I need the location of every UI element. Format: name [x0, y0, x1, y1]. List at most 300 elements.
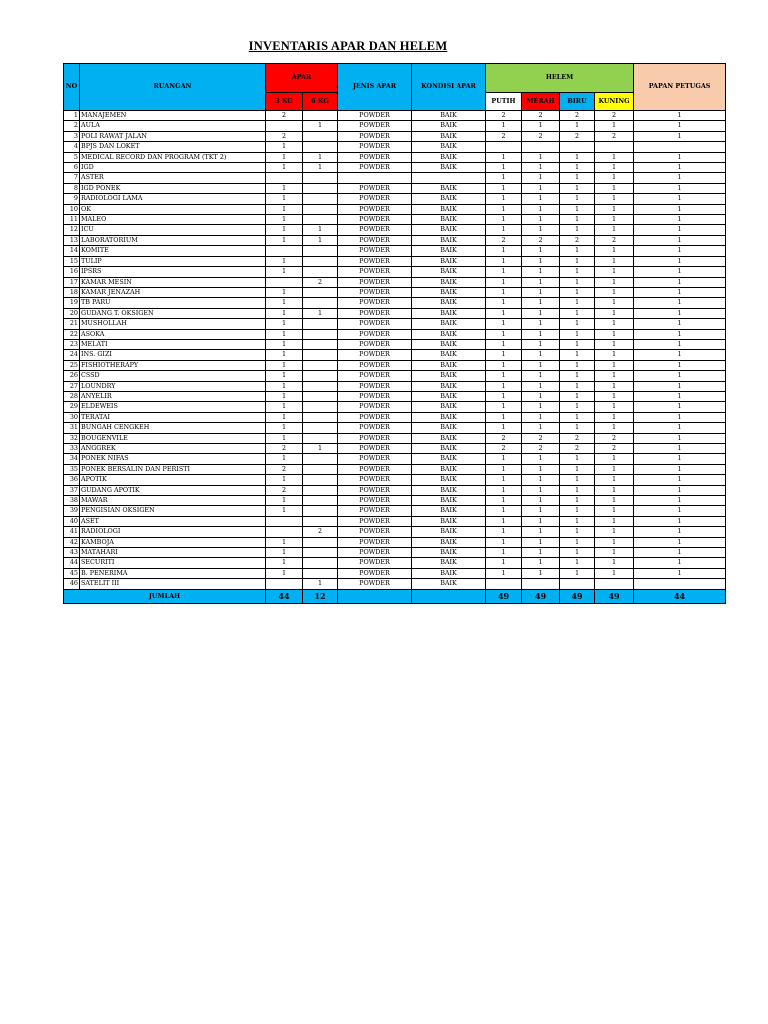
cell-ruangan: KAMBOJA	[80, 537, 266, 547]
cell-ruangan: TULIP	[80, 256, 266, 266]
table-row	[64, 548, 726, 558]
cell-6kg	[303, 516, 338, 526]
cell-kuning: 2	[595, 433, 634, 443]
cell-ruangan: PONEK NIFAS	[80, 454, 266, 464]
cell-ruangan: PENGISIAN OKSIGEN	[80, 506, 266, 516]
cell-merah: 1	[522, 204, 560, 214]
cell-no: 31	[64, 423, 80, 433]
cell-biru: 1	[560, 464, 595, 474]
cell-kondisi-apar: BAIK	[412, 485, 486, 495]
cell-jenis-apar: POWDER	[338, 506, 412, 516]
cell-biru	[560, 142, 595, 152]
cell-ruangan: ICU	[80, 225, 266, 235]
table-row	[64, 298, 726, 308]
header-3kg: 3 KG	[266, 93, 303, 111]
cell-papan-petugas: 1	[634, 558, 726, 568]
cell-kuning	[595, 142, 634, 152]
cell-putih: 1	[486, 225, 522, 235]
cell-no: 16	[64, 267, 80, 277]
cell-jenis-apar: POWDER	[338, 412, 412, 422]
cell-no: 10	[64, 204, 80, 214]
cell-biru: 1	[560, 215, 595, 225]
cell-papan-petugas: 1	[634, 412, 726, 422]
cell-6kg	[303, 183, 338, 193]
cell-ruangan: B. PENERIMA	[80, 568, 266, 578]
header-6kg: 6 KG	[303, 93, 338, 111]
cell-jenis-apar: POWDER	[338, 464, 412, 474]
cell-papan-petugas: 1	[634, 298, 726, 308]
page-title: INVENTARIS APAR DAN HELEM	[248, 39, 448, 53]
table-row	[64, 579, 726, 589]
table-row	[64, 381, 726, 391]
cell-3kg: 1	[266, 215, 303, 225]
cell-putih: 1	[486, 287, 522, 297]
cell-papan-petugas: 1	[634, 350, 726, 360]
cell-kondisi-apar: BAIK	[412, 433, 486, 443]
cell-3kg: 1	[266, 287, 303, 297]
cell-jenis-apar: POWDER	[338, 537, 412, 547]
cell-biru: 1	[560, 402, 595, 412]
table-row	[64, 131, 726, 141]
cell-biru: 1	[560, 246, 595, 256]
table-row	[64, 402, 726, 412]
cell-biru: 1	[560, 516, 595, 526]
cell-no: 41	[64, 527, 80, 537]
cell-kuning: 1	[595, 173, 634, 183]
cell-6kg	[303, 287, 338, 297]
cell-no: 39	[64, 506, 80, 516]
cell-6kg	[303, 402, 338, 412]
cell-no: 37	[64, 485, 80, 495]
cell-putih: 1	[486, 246, 522, 256]
total-kondisi	[412, 589, 486, 603]
cell-jenis-apar: POWDER	[338, 298, 412, 308]
cell-papan-petugas: 1	[634, 485, 726, 495]
cell-putih: 1	[486, 558, 522, 568]
cell-3kg: 1	[266, 381, 303, 391]
cell-merah: 1	[522, 381, 560, 391]
table-row	[64, 444, 726, 454]
cell-no: 29	[64, 402, 80, 412]
cell-6kg	[303, 142, 338, 152]
cell-putih: 1	[486, 423, 522, 433]
cell-biru: 1	[560, 391, 595, 401]
cell-kondisi-apar: BAIK	[412, 506, 486, 516]
cell-kondisi-apar: BAIK	[412, 152, 486, 162]
cell-kondisi-apar: BAIK	[412, 548, 486, 558]
cell-6kg	[303, 111, 338, 121]
cell-papan-petugas: 1	[634, 454, 726, 464]
header-helem: HELEM	[486, 64, 634, 93]
total-3kg: 44	[266, 589, 303, 603]
cell-putih: 1	[486, 527, 522, 537]
cell-putih: 1	[486, 391, 522, 401]
cell-3kg: 2	[266, 131, 303, 141]
table-row	[64, 163, 726, 173]
cell-putih: 1	[486, 485, 522, 495]
cell-6kg: 1	[303, 579, 338, 589]
table-row	[64, 506, 726, 516]
table-row	[64, 350, 726, 360]
cell-no: 18	[64, 287, 80, 297]
cell-biru: 1	[560, 381, 595, 391]
cell-papan-petugas: 1	[634, 423, 726, 433]
cell-3kg: 1	[266, 496, 303, 506]
cell-jenis-apar: POWDER	[338, 329, 412, 339]
cell-3kg: 1	[266, 454, 303, 464]
cell-jenis-apar: POWDER	[338, 516, 412, 526]
cell-putih: 2	[486, 235, 522, 245]
table-row	[64, 152, 726, 162]
cell-papan-petugas: 1	[634, 267, 726, 277]
cell-ruangan: ASOKA	[80, 329, 266, 339]
cell-jenis-apar: POWDER	[338, 475, 412, 485]
cell-3kg: 1	[266, 360, 303, 370]
cell-3kg: 1	[266, 308, 303, 318]
cell-biru: 1	[560, 548, 595, 558]
cell-ruangan: RADIOLOGI	[80, 527, 266, 537]
cell-putih: 1	[486, 215, 522, 225]
cell-jenis-apar: POWDER	[338, 319, 412, 329]
cell-kuning: 1	[595, 194, 634, 204]
cell-no: 15	[64, 256, 80, 266]
cell-papan-petugas: 1	[634, 496, 726, 506]
cell-kuning: 1	[595, 412, 634, 422]
table-row	[64, 339, 726, 349]
cell-jenis-apar: POWDER	[338, 339, 412, 349]
cell-kondisi-apar: BAIK	[412, 350, 486, 360]
cell-no: 45	[64, 568, 80, 578]
cell-papan-petugas: 1	[634, 527, 726, 537]
cell-no: 30	[64, 412, 80, 422]
table-row	[64, 287, 726, 297]
cell-kondisi-apar: BAIK	[412, 267, 486, 277]
cell-jenis-apar: POWDER	[338, 194, 412, 204]
cell-biru: 1	[560, 163, 595, 173]
cell-biru: 2	[560, 111, 595, 121]
cell-jenis-apar: POWDER	[338, 454, 412, 464]
cell-3kg: 1	[266, 371, 303, 381]
cell-putih: 1	[486, 371, 522, 381]
cell-jenis-apar: POWDER	[338, 579, 412, 589]
cell-biru: 1	[560, 412, 595, 422]
cell-kuning: 1	[595, 277, 634, 287]
cell-papan-petugas: 1	[634, 121, 726, 131]
cell-biru: 1	[560, 204, 595, 214]
cell-kondisi-apar: BAIK	[412, 412, 486, 422]
cell-merah: 1	[522, 360, 560, 370]
cell-3kg: 1	[266, 339, 303, 349]
cell-putih: 1	[486, 506, 522, 516]
cell-kuning: 1	[595, 423, 634, 433]
cell-6kg	[303, 433, 338, 443]
table-row	[64, 142, 726, 152]
cell-3kg: 1	[266, 319, 303, 329]
cell-papan-petugas: 1	[634, 371, 726, 381]
cell-6kg	[303, 319, 338, 329]
cell-papan-petugas	[634, 142, 726, 152]
cell-ruangan: GUDANG APOTIK	[80, 485, 266, 495]
cell-jenis-apar: POWDER	[338, 496, 412, 506]
cell-jenis-apar: POWDER	[338, 568, 412, 578]
cell-no: 35	[64, 464, 80, 474]
cell-biru: 1	[560, 485, 595, 495]
cell-biru: 1	[560, 277, 595, 287]
cell-6kg	[303, 568, 338, 578]
cell-merah: 1	[522, 454, 560, 464]
cell-no: 40	[64, 516, 80, 526]
cell-6kg	[303, 246, 338, 256]
cell-3kg: 1	[266, 558, 303, 568]
cell-papan-petugas: 1	[634, 319, 726, 329]
cell-jenis-apar: POWDER	[338, 256, 412, 266]
total-6kg: 12	[303, 589, 338, 603]
cell-kuning: 1	[595, 329, 634, 339]
cell-kuning: 1	[595, 402, 634, 412]
cell-ruangan: LOUNDRY	[80, 381, 266, 391]
cell-merah: 1	[522, 173, 560, 183]
cell-3kg: 1	[266, 204, 303, 214]
cell-jenis-apar: POWDER	[338, 131, 412, 141]
cell-6kg: 1	[303, 163, 338, 173]
cell-putih	[486, 579, 522, 589]
cell-ruangan: MEDICAL RECORD DAN PROGRAM (TKT 2)	[80, 152, 266, 162]
cell-kondisi-apar: BAIK	[412, 121, 486, 131]
cell-kondisi-apar: BAIK	[412, 225, 486, 235]
cell-merah: 1	[522, 402, 560, 412]
cell-no: 20	[64, 308, 80, 318]
cell-papan-petugas: 1	[634, 308, 726, 318]
cell-kuning: 1	[595, 360, 634, 370]
cell-jenis-apar: POWDER	[338, 371, 412, 381]
cell-jenis-apar: POWDER	[338, 548, 412, 558]
cell-merah: 2	[522, 131, 560, 141]
cell-jenis-apar: POWDER	[338, 204, 412, 214]
cell-kuning: 1	[595, 267, 634, 277]
cell-merah: 1	[522, 548, 560, 558]
cell-biru: 1	[560, 537, 595, 547]
cell-jenis-apar: POWDER	[338, 391, 412, 401]
table-row	[64, 225, 726, 235]
cell-kuning: 2	[595, 131, 634, 141]
table-row	[64, 485, 726, 495]
cell-kondisi-apar: BAIK	[412, 246, 486, 256]
cell-kondisi-apar: BAIK	[412, 391, 486, 401]
cell-merah: 1	[522, 339, 560, 349]
cell-merah	[522, 579, 560, 589]
table-row	[64, 277, 726, 287]
cell-6kg	[303, 506, 338, 516]
cell-kuning: 1	[595, 516, 634, 526]
cell-putih: 1	[486, 173, 522, 183]
cell-putih: 2	[486, 111, 522, 121]
cell-merah: 1	[522, 527, 560, 537]
cell-6kg	[303, 423, 338, 433]
cell-3kg	[266, 516, 303, 526]
cell-kuning: 1	[595, 350, 634, 360]
cell-papan-petugas: 1	[634, 246, 726, 256]
cell-kuning: 1	[595, 121, 634, 131]
table-row	[64, 235, 726, 245]
cell-kondisi-apar: BAIK	[412, 475, 486, 485]
cell-biru: 2	[560, 235, 595, 245]
cell-3kg: 1	[266, 506, 303, 516]
cell-kuning: 1	[595, 339, 634, 349]
cell-biru	[560, 579, 595, 589]
table-row	[64, 391, 726, 401]
cell-biru: 1	[560, 173, 595, 183]
cell-jenis-apar: POWDER	[338, 163, 412, 173]
cell-6kg: 1	[303, 121, 338, 131]
cell-kuning: 2	[595, 111, 634, 121]
cell-3kg: 1	[266, 194, 303, 204]
cell-6kg	[303, 371, 338, 381]
cell-3kg: 1	[266, 412, 303, 422]
cell-3kg: 1	[266, 183, 303, 193]
cell-6kg	[303, 267, 338, 277]
cell-kondisi-apar: BAIK	[412, 402, 486, 412]
table-row	[64, 319, 726, 329]
table-row	[64, 433, 726, 443]
cell-merah: 1	[522, 256, 560, 266]
cell-papan-petugas: 1	[634, 225, 726, 235]
cell-papan-petugas: 1	[634, 329, 726, 339]
cell-putih: 1	[486, 183, 522, 193]
cell-6kg	[303, 298, 338, 308]
cell-6kg	[303, 548, 338, 558]
cell-putih: 1	[486, 256, 522, 266]
cell-jenis-apar: POWDER	[338, 350, 412, 360]
table-row	[64, 256, 726, 266]
table-row	[64, 246, 726, 256]
total-putih: 49	[486, 589, 522, 603]
cell-biru: 1	[560, 121, 595, 131]
cell-kondisi-apar: BAIK	[412, 371, 486, 381]
total-merah: 49	[522, 589, 560, 603]
cell-putih: 1	[486, 537, 522, 547]
cell-biru: 1	[560, 506, 595, 516]
cell-ruangan: POLI RAWAT JALAN	[80, 131, 266, 141]
table-row	[64, 423, 726, 433]
cell-papan-petugas: 1	[634, 381, 726, 391]
cell-kondisi-apar: BAIK	[412, 558, 486, 568]
cell-6kg	[303, 537, 338, 547]
cell-jenis-apar: POWDER	[338, 287, 412, 297]
cell-6kg: 1	[303, 225, 338, 235]
cell-3kg: 2	[266, 111, 303, 121]
cell-3kg: 1	[266, 568, 303, 578]
cell-jenis-apar: POWDER	[338, 142, 412, 152]
cell-merah: 1	[522, 152, 560, 162]
cell-biru: 1	[560, 152, 595, 162]
cell-merah: 1	[522, 423, 560, 433]
cell-kuning: 2	[595, 444, 634, 454]
cell-merah: 1	[522, 558, 560, 568]
cell-6kg	[303, 256, 338, 266]
cell-kondisi-apar: BAIK	[412, 360, 486, 370]
cell-kondisi-apar: BAIK	[412, 537, 486, 547]
inventory-table	[63, 63, 726, 604]
cell-jenis-apar: POWDER	[338, 423, 412, 433]
cell-ruangan: ANYELIR	[80, 391, 266, 401]
cell-biru: 2	[560, 433, 595, 443]
cell-merah: 1	[522, 215, 560, 225]
cell-biru: 2	[560, 131, 595, 141]
cell-kondisi-apar: BAIK	[412, 568, 486, 578]
cell-putih: 1	[486, 339, 522, 349]
cell-jenis-apar: POWDER	[338, 225, 412, 235]
cell-putih: 1	[486, 267, 522, 277]
cell-kuning: 1	[595, 183, 634, 193]
cell-putih: 1	[486, 412, 522, 422]
cell-putih: 1	[486, 204, 522, 214]
cell-kondisi-apar: BAIK	[412, 298, 486, 308]
cell-biru: 1	[560, 568, 595, 578]
cell-jenis-apar: POWDER	[338, 111, 412, 121]
cell-ruangan: MATAHARI	[80, 548, 266, 558]
cell-3kg: 1	[266, 256, 303, 266]
cell-putih: 1	[486, 381, 522, 391]
cell-kuning: 1	[595, 287, 634, 297]
cell-no: 22	[64, 329, 80, 339]
cell-merah: 2	[522, 444, 560, 454]
cell-biru: 1	[560, 350, 595, 360]
cell-putih: 2	[486, 131, 522, 141]
cell-6kg	[303, 558, 338, 568]
cell-ruangan: SECURITI	[80, 558, 266, 568]
cell-6kg: 2	[303, 277, 338, 287]
cell-3kg: 1	[266, 402, 303, 412]
cell-jenis-apar: POWDER	[338, 527, 412, 537]
cell-kuning: 1	[595, 308, 634, 318]
cell-putih: 1	[486, 277, 522, 287]
cell-papan-petugas: 1	[634, 548, 726, 558]
cell-kondisi-apar: BAIK	[412, 496, 486, 506]
cell-merah: 1	[522, 568, 560, 578]
table-row	[64, 496, 726, 506]
cell-6kg	[303, 496, 338, 506]
cell-ruangan: MANAJEMEN	[80, 111, 266, 121]
cell-kuning: 1	[595, 568, 634, 578]
cell-kondisi-apar: BAIK	[412, 454, 486, 464]
cell-merah: 1	[522, 277, 560, 287]
cell-6kg	[303, 329, 338, 339]
cell-no: 44	[64, 558, 80, 568]
cell-kuning: 1	[595, 152, 634, 162]
cell-biru: 1	[560, 527, 595, 537]
cell-6kg	[303, 131, 338, 141]
cell-3kg: 1	[266, 391, 303, 401]
cell-jenis-apar: POWDER	[338, 360, 412, 370]
cell-no: 23	[64, 339, 80, 349]
cell-kuning	[595, 579, 634, 589]
table-row	[64, 475, 726, 485]
cell-3kg: 1	[266, 152, 303, 162]
cell-no: 3	[64, 131, 80, 141]
table-row	[64, 308, 726, 318]
cell-kondisi-apar: BAIK	[412, 329, 486, 339]
cell-kondisi-apar: BAIK	[412, 235, 486, 245]
cell-kondisi-apar	[412, 173, 486, 183]
cell-ruangan: INS. GIZI	[80, 350, 266, 360]
cell-ruangan: APOTIK	[80, 475, 266, 485]
cell-ruangan: MELATI	[80, 339, 266, 349]
cell-6kg	[303, 339, 338, 349]
cell-jenis-apar: POWDER	[338, 308, 412, 318]
cell-ruangan: AULA	[80, 121, 266, 131]
cell-merah: 1	[522, 267, 560, 277]
cell-putih: 1	[486, 163, 522, 173]
